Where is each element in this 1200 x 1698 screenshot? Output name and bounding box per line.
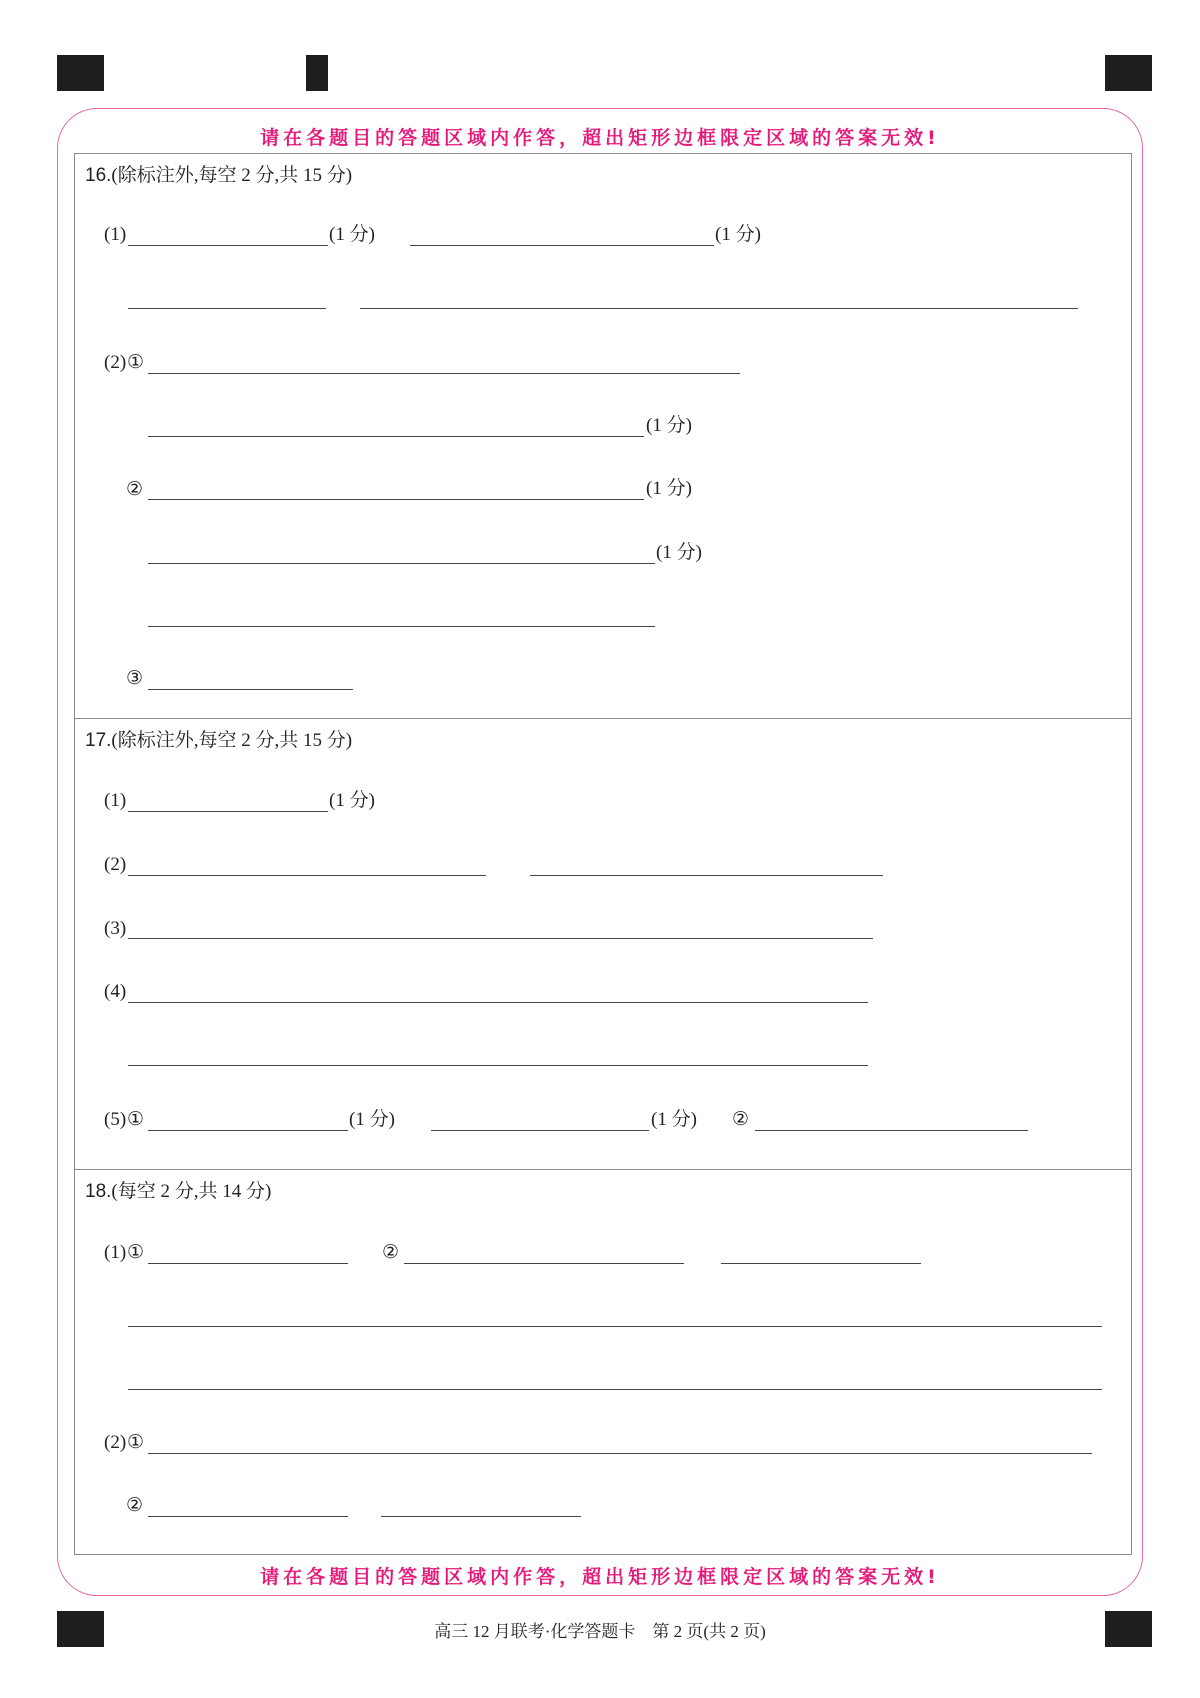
q17-part-5-label: (5) (104, 1109, 127, 1130)
question-16-note: (除标注外,每空 2 分,共 15 分) (111, 165, 353, 186)
q16-1-score-b: (1 分) (715, 224, 761, 245)
q16-part-2-label: (2) (104, 352, 127, 373)
question-17-section (74, 718, 1132, 1170)
q17-2-blank-b[interactable] (530, 875, 883, 876)
q17-part-4-label: (4) (104, 981, 127, 1002)
q17-1-score: (1 分) (329, 790, 375, 811)
q18-2-2-blank-b[interactable] (381, 1516, 581, 1517)
q16-1-blank-a[interactable] (128, 245, 328, 246)
q17-5-2-blank[interactable] (755, 1130, 1028, 1131)
q17-5-1-blank-a[interactable] (148, 1130, 348, 1131)
q17-2-blank-a[interactable] (128, 875, 486, 876)
q17-5-1-score-a: (1 分) (349, 1109, 395, 1130)
q17-5-circle-1: ① (127, 1109, 145, 1130)
question-18-section (74, 1169, 1132, 1555)
registration-mark-top-right (1105, 55, 1152, 91)
q18-1-blank-d[interactable] (128, 1389, 1102, 1390)
q16-2-2-score-a: (1 分) (646, 478, 692, 499)
q16-2-circle-1: ① (127, 352, 145, 373)
question-17-title (85, 725, 352, 752)
q18-1-2-blank-a[interactable] (404, 1263, 684, 1264)
q17-5-circle-2: ② (732, 1109, 750, 1130)
question-17-note: (除标注外,每空 2 分,共 15 分) (111, 730, 353, 751)
q16-2-2-blank-a[interactable] (148, 499, 644, 500)
q17-part-2-label: (2) (104, 854, 127, 875)
question-18-number: 18. (85, 1181, 112, 1202)
q17-5-1-score-b: (1 分) (651, 1109, 697, 1130)
q18-1-2-blank-b[interactable] (721, 1263, 921, 1264)
q16-2-3-blank[interactable] (148, 689, 353, 690)
q18-2-circle-2: ② (126, 1495, 144, 1516)
footer-warning: 请在各题目的答题区域内作答，超出矩形边框限定区域的答案无效! (260, 1566, 940, 1588)
registration-mark-top-center (306, 55, 328, 91)
q16-1-blank-d[interactable] (360, 308, 1078, 309)
q17-4-blank-b[interactable] (128, 1065, 868, 1066)
q16-2-2-score-b: (1 分) (656, 542, 702, 563)
q18-part-1-label: (1) (104, 1242, 127, 1263)
q18-part-2-label: (2) (104, 1432, 127, 1453)
q16-1-blank-b[interactable] (410, 245, 714, 246)
q18-1-blank-c[interactable] (128, 1326, 1102, 1327)
q18-2-1-blank[interactable] (148, 1453, 1092, 1454)
question-17-number: 17. (85, 730, 112, 751)
question-16-title (85, 160, 352, 187)
q17-4-blank-a[interactable] (128, 1002, 868, 1003)
header-warning: 请在各题目的答题区域内作答，超出矩形边框限定区域的答案无效! (260, 127, 940, 149)
q18-2-2-blank-a[interactable] (148, 1516, 348, 1517)
q18-1-1-blank[interactable] (148, 1263, 348, 1264)
question-18-title (85, 1176, 271, 1203)
q16-2-1-score: (1 分) (646, 415, 692, 436)
question-18-note: (每空 2 分,共 14 分) (111, 1181, 272, 1202)
q16-2-circle-3: ③ (126, 668, 144, 689)
q16-2-circle-2: ② (126, 479, 144, 500)
registration-mark-top-left (57, 55, 104, 91)
q17-3-blank[interactable] (128, 938, 873, 939)
question-16-number: 16. (85, 165, 112, 186)
q16-part-1-label: (1) (104, 224, 127, 245)
q16-2-1-blank-b[interactable] (148, 436, 644, 437)
q16-2-2-blank-b[interactable] (148, 563, 655, 564)
q17-5-1-blank-b[interactable] (431, 1130, 649, 1131)
q17-1-blank[interactable] (128, 811, 328, 812)
q18-1-circle-2: ② (382, 1242, 400, 1263)
q16-2-2-blank-c[interactable] (148, 626, 655, 627)
page-footer: 高三 12 月联考·化学答题卡 第 2 页(共 2 页) (434, 1622, 766, 1641)
question-16-section (74, 153, 1132, 719)
q18-2-circle-1: ① (127, 1432, 145, 1453)
q16-1-blank-c[interactable] (128, 308, 326, 309)
q16-2-1-blank-a[interactable] (148, 373, 740, 374)
q16-1-score-a: (1 分) (329, 224, 375, 245)
q17-part-3-label: (3) (104, 918, 127, 939)
q18-1-circle-1: ① (127, 1242, 145, 1263)
q17-part-1-label: (1) (104, 790, 127, 811)
